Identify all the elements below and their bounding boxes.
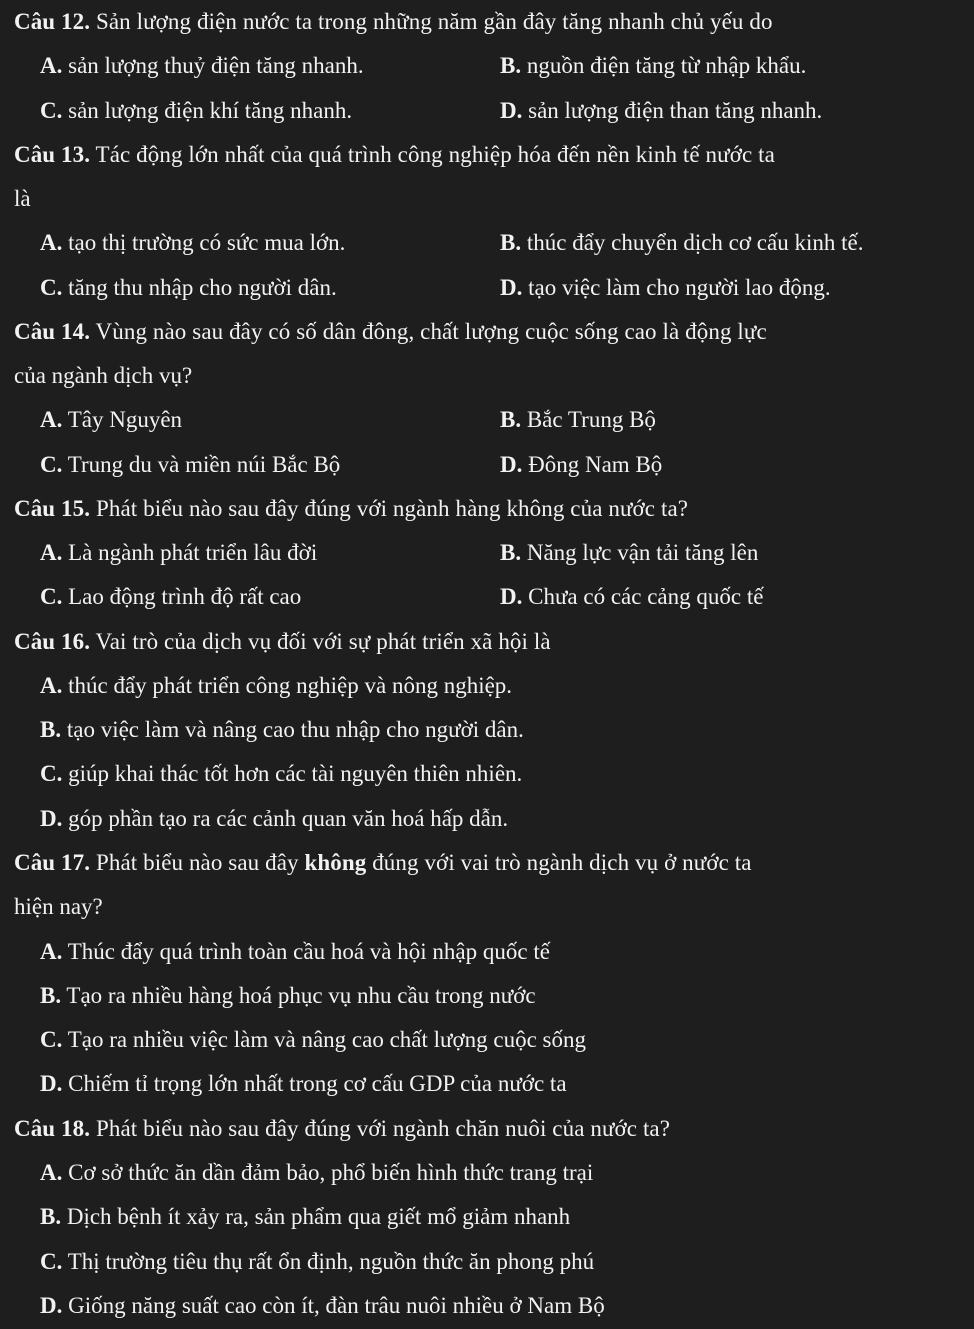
- option-letter: B.: [40, 983, 62, 1008]
- question-13-text: Tác động lớn nhất của quá trình công nghiệp hóa đến nền kinh tế nước ta: [90, 142, 775, 167]
- option-letter: D.: [500, 584, 523, 609]
- option-text: Là ngành phát triển lâu đời: [62, 540, 318, 565]
- option-letter: D.: [500, 275, 523, 300]
- question-15-option-d[interactable]: [500, 575, 763, 619]
- question-13-label: Câu 13.: [14, 142, 91, 167]
- option-letter: A.: [40, 673, 63, 698]
- option-text: Chưa có các cảng quốc tế: [522, 584, 764, 609]
- option-text: Dịch bệnh ít xảy ra, sản phẩm qua giết mổ giảm nhanh: [61, 1204, 571, 1229]
- question-13-option-a[interactable]: [40, 221, 345, 265]
- question-14-option-d[interactable]: [500, 443, 662, 487]
- question-16-option-d[interactable]: [40, 797, 508, 841]
- option-text: tạo việc làm cho người lao động.: [522, 275, 831, 300]
- option-text: Đông Nam Bộ: [522, 452, 663, 477]
- question-12-label: Câu 12.: [14, 9, 91, 34]
- option-letter: A.: [40, 540, 63, 565]
- option-text: Chiếm tỉ trọng lớn nhất trong cơ cấu GDP của nước ta: [62, 1071, 567, 1096]
- option-letter: D.: [500, 452, 523, 477]
- question-17-emphasis: không: [304, 850, 367, 875]
- option-letter: C.: [40, 98, 63, 123]
- option-text: góp phần tạo ra các cảnh quan văn hoá hấp dẫn.: [62, 806, 509, 831]
- option-text: thúc đẩy chuyển dịch cơ cấu kinh tế.: [521, 230, 864, 255]
- option-letter: D.: [500, 98, 523, 123]
- option-letter: B.: [40, 717, 62, 742]
- option-text: giúp khai thác tốt hơn các tài nguyên thiên nhiên.: [62, 761, 523, 786]
- option-text: Tạo ra nhiều việc làm và nâng cao chất lượng cuộc sống: [62, 1027, 587, 1052]
- option-text: sản lượng thuỷ điện tăng nhanh.: [62, 53, 364, 78]
- question-12-option-b[interactable]: [500, 44, 806, 88]
- question-16-stem: [14, 620, 551, 664]
- option-text: Thị trường tiêu thụ rất ổn định, nguồn thức ăn phong phú: [62, 1249, 595, 1274]
- question-12-option-a[interactable]: [40, 44, 364, 88]
- question-12-text: Sản lượng điện nước ta trong những năm gần đây tăng nhanh chủ yếu do: [90, 9, 773, 34]
- question-15-option-c[interactable]: [40, 575, 301, 619]
- question-17-option-d[interactable]: [40, 1062, 567, 1106]
- option-text: nguồn điện tăng từ nhập khẩu.: [521, 53, 807, 78]
- option-letter: C.: [40, 275, 63, 300]
- option-letter: D.: [40, 806, 63, 831]
- option-letter: B.: [500, 407, 522, 432]
- option-letter: D.: [40, 1293, 63, 1318]
- option-letter: D.: [40, 1071, 63, 1096]
- question-18-text: Phát biểu nào sau đây đúng với ngành chăn nuôi của nước ta?: [90, 1116, 671, 1141]
- option-letter: B.: [500, 53, 522, 78]
- option-letter: C.: [40, 452, 63, 477]
- question-12-stem: [14, 0, 773, 44]
- option-letter: C.: [40, 584, 63, 609]
- option-text: thúc đẩy phát triển công nghiệp và nông nghiệp.: [62, 673, 513, 698]
- question-14-stem: [14, 310, 767, 354]
- question-17-option-c[interactable]: [40, 1018, 586, 1062]
- question-17-text-pre: Phát biểu nào sau đây: [90, 850, 305, 875]
- question-17-option-b[interactable]: [40, 974, 536, 1018]
- question-14-text: Vùng nào sau đây có số dân đông, chất lượng cuộc sống cao là động lực: [90, 319, 767, 344]
- question-14-option-b[interactable]: [500, 398, 656, 442]
- option-text: Tây Nguyên: [62, 407, 183, 432]
- option-text: Giống năng suất cao còn ít, đàn trâu nuôi nhiều ở Nam Bộ: [62, 1293, 605, 1318]
- question-15-text: Phát biểu nào sau đây đúng với ngành hàng không của nước ta?: [90, 496, 689, 521]
- question-17-stem: [14, 841, 752, 885]
- question-18-option-a[interactable]: [40, 1151, 593, 1195]
- question-18-option-b[interactable]: [40, 1195, 570, 1239]
- option-text: Cơ sở thức ăn dần đảm bảo, phổ biến hình thức trang trại: [62, 1160, 594, 1185]
- option-letter: A.: [40, 939, 63, 964]
- question-16-label: Câu 16.: [14, 629, 91, 654]
- option-letter: B.: [500, 540, 522, 565]
- question-14-option-c[interactable]: [40, 443, 340, 487]
- option-letter: C.: [40, 1027, 63, 1052]
- question-14-label: Câu 14.: [14, 319, 91, 344]
- option-letter: C.: [40, 1249, 63, 1274]
- question-16-option-b[interactable]: [40, 708, 524, 752]
- question-17-stem-continued: hiện nay?: [14, 894, 103, 919]
- question-13-option-d[interactable]: [500, 266, 831, 310]
- option-text: Thúc đẩy quá trình toàn cầu hoá và hội nhập quốc tế: [62, 939, 550, 964]
- option-text: sản lượng điện than tăng nhanh.: [522, 98, 823, 123]
- question-15-option-a[interactable]: [40, 531, 317, 575]
- question-13-stem: [14, 133, 775, 177]
- option-text: Năng lực vận tải tăng lên: [521, 540, 759, 565]
- option-text: tạo thị trường có sức mua lớn.: [62, 230, 346, 255]
- option-letter: A.: [40, 230, 63, 255]
- question-17-option-a[interactable]: [40, 930, 550, 974]
- question-18-stem: [14, 1107, 670, 1151]
- question-18-option-d[interactable]: [40, 1284, 605, 1328]
- option-text: Bắc Trung Bộ: [521, 407, 656, 432]
- question-17-text-post: đúng với vai trò ngành dịch vụ ở nước ta: [366, 850, 752, 875]
- question-16-text: Vai trò của dịch vụ đối với sự phát triển xã hội là: [90, 629, 551, 654]
- option-letter: A.: [40, 53, 63, 78]
- option-text: Tạo ra nhiều hàng hoá phục vụ nhu cầu trong nước: [61, 983, 536, 1008]
- question-13-option-b[interactable]: [500, 221, 863, 265]
- question-16-option-a[interactable]: [40, 664, 512, 708]
- question-15-stem: [14, 487, 688, 531]
- question-18-label: Câu 18.: [14, 1116, 91, 1141]
- question-15-option-b[interactable]: [500, 531, 758, 575]
- question-14-option-a[interactable]: [40, 398, 182, 442]
- question-18-option-c[interactable]: [40, 1240, 594, 1284]
- option-letter: B.: [500, 230, 522, 255]
- option-text: Lao động trình độ rất cao: [62, 584, 302, 609]
- option-letter: A.: [40, 407, 63, 432]
- option-text: sản lượng điện khí tăng nhanh.: [62, 98, 353, 123]
- option-letter: A.: [40, 1160, 63, 1185]
- question-13-stem-continued: là: [14, 186, 31, 211]
- question-16-option-c[interactable]: [40, 752, 522, 796]
- option-text: tăng thu nhập cho người dân.: [62, 275, 337, 300]
- question-17-label: Câu 17.: [14, 850, 91, 875]
- question-14-stem-continued: của ngành dịch vụ?: [14, 363, 193, 388]
- option-text: Trung du và miền núi Bắc Bộ: [62, 452, 341, 477]
- question-12-option-c[interactable]: [40, 89, 352, 133]
- question-15-label: Câu 15.: [14, 496, 91, 521]
- question-12-option-d[interactable]: [500, 89, 822, 133]
- option-letter: C.: [40, 761, 63, 786]
- option-text: tạo việc làm và nâng cao thu nhập cho người dân.: [61, 717, 524, 742]
- question-13-option-c[interactable]: [40, 266, 337, 310]
- option-letter: B.: [40, 1204, 62, 1229]
